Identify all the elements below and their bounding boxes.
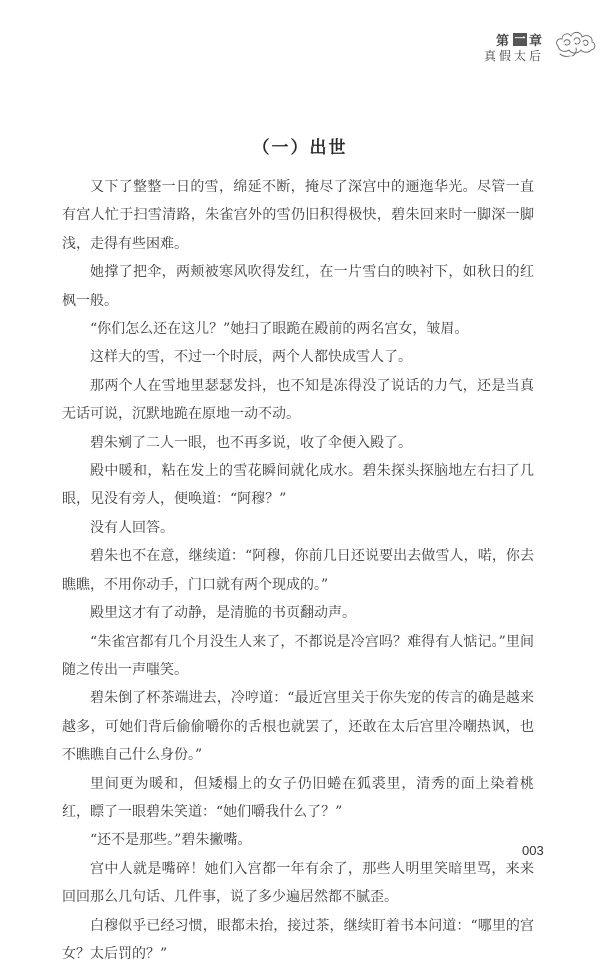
paragraph: 碧朱倒了杯茶端进去，冷哼道：“最近宫里关于你失宠的传言的确是越来越多，可她们背后偷偷嚼你的舌根也就罢了，还敢在太后宫里冷嘲热讽，也不瞧瞧自己什么身份。” — [62, 690, 534, 764]
paragraph: 她撑了把伞，两颊被寒风吹得发红，在一片雪白的映衬下，如秋日的红枫一般。 — [62, 264, 534, 309]
paragraph: 那两个人在雪地里瑟瑟发抖，也不知是冻得没了说话的力气，还是当真无话可说，沉默地跪在原地一动不动。 — [62, 377, 534, 423]
paragraph: “你们怎么还在这儿？”她扫了眼跪在殿前的两名宫女，皱眉。 — [90, 321, 469, 338]
cloud-icon — [554, 26, 598, 58]
paragraph: 白穆似乎已经习惯，眼都未抬，接过茶，继续盯着书本问道：“哪里的宫女？太后罚的？” — [62, 917, 534, 962]
paragraph: 碧朱也不在意，继续道：“阿穆，你前几日还说要出去做雪人，喏，你去瞧瞧，不用你动手，门口就有两个现成的。” — [62, 548, 534, 593]
chapter-title: 真假太后 — [484, 49, 545, 63]
body-text — [62, 173, 534, 968]
paragraph: 碧朱剜了二人一眼，也不再多说，收了伞便入殿了。 — [90, 434, 412, 451]
chapter-number-box: 一 — [514, 32, 526, 45]
paragraph: 殿里这才有了动静，是清脆的书页翻动声。 — [90, 605, 356, 622]
chapter-header — [484, 30, 596, 66]
paragraph: 宫中人就是嘴碎！她们入宫都一年有余了，那些人明里笑暗里骂，来来回回那么几句话、几件事，说了多少遍居然都不腻歪。 — [62, 860, 534, 906]
chapter-suffix: 章 — [529, 34, 545, 49]
chapter-prefix: 第 — [496, 34, 512, 49]
paragraph: 没有人回答。 — [90, 519, 174, 536]
paragraph: “朱雀宫都有几个月没生人来了，不都说是冷宫吗？难得有人惦记。”里间随之传出一声嗤笑。 — [62, 633, 534, 678]
paragraph: 这样大的雪，不过一个时辰，两个人都快成雪人了。 — [90, 349, 412, 366]
page-number: 003 — [522, 843, 544, 858]
section-title: （一）出世 — [252, 138, 348, 158]
paragraph: 殿中暖和，粘在发上的雪花瞬间就化成水。碧朱探头探脑地左右扫了几眼，见没有旁人，便唤道：“阿穆？” — [62, 463, 534, 508]
paragraph: “还不是那些。”碧朱撇嘴。 — [90, 832, 252, 849]
paragraph: 里间更为暖和，但矮榻上的女子仍旧蜷在狐裘里，清秀的面上染着桃红，瞟了一眼碧朱笑道：“她们嚼我什么了？” — [62, 775, 534, 820]
paragraph: 又下了整整一日的雪，绵延不断，掩尽了深宫中的逦迤华光。尽管一直有宫人忙于扫雪清路，朱雀宫外的雪仍旧积得极快，碧朱回来时一脚深一脚浅，走得有些困难。 — [62, 179, 534, 252]
